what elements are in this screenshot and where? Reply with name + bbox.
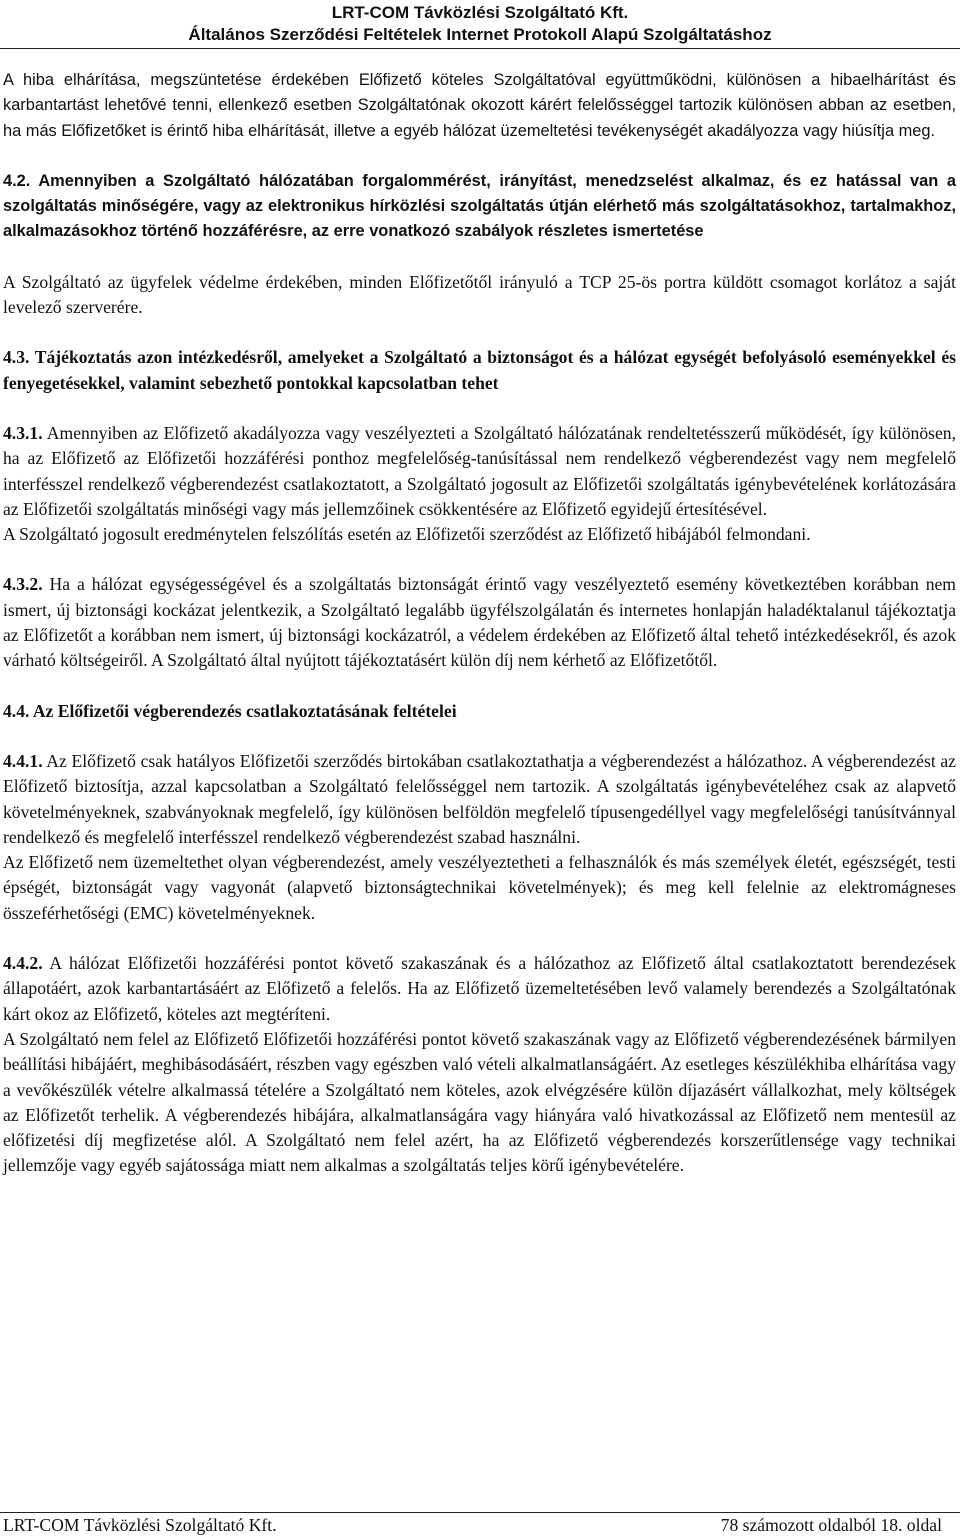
paragraph-number: 4.3.1. — [3, 422, 43, 443]
paragraph-4-3-2: 4.3.2. Ha a hálózat egységességével és a szolgáltatás biztonságát érintő vagy veszélyeztető esemény következtében korábban nem ismert, új biztonsági kockázat jelentkezik, a Szolgáltató legalább ügyfélszolgálatán és internetes honlapján haladéktalanul tájékoztatja az Előfizetőt a korábban nem ismert, új biztonsági kockázatról, a védelem érdekében az Előfizető által tehető intézkedésekről, és azok várható költségeiről. A Szolgáltató által nyújtott tájékoztatásért külön díj nem kérhető az Előfizetőtől. — [3, 574, 956, 671]
section-4-3-heading: 4.3. Tájékoztatás azon intézkedésről, amelyeket a Szolgáltató a biztonságot és a hálózat egységét befolyásoló eseményekkel és fenyegetésekkel, valamint sebezhető pontokkal kapcsolatban tehet — [3, 347, 956, 393]
footer-company: LRT-COM Távközlési Szolgáltató Kft. — [3, 1515, 277, 1535]
footer-divider — [0, 1512, 960, 1513]
section-4-2-heading: 4.2. Amennyiben a Szolgáltató hálózatában forgalommérést, irányítást, menedzselést alkalmaz, és ez hatással van a szolgáltatás minőségére, vagy az elektronikus hírközlési szolgáltatás útján elérhető más szolgáltatásokhoz, tartalmakhoz, alkalmazásokhoz történő hozzáférésre, az erre vonatkozó szabályok részletes ismertetése — [3, 171, 956, 241]
document-body — [3, 68, 956, 1179]
paragraph-number: 4.3.2. — [3, 574, 43, 595]
paragraph-number: 4.4.2. — [3, 953, 43, 974]
section-4-4-heading: 4.4. Az Előfizetői végberendezés csatlakoztatásának feltételei — [3, 700, 457, 721]
paragraph-4-3-1-continued: A Szolgáltató jogosult eredménytelen felszólítás esetén az Előfizetői szerződést az Előfizető hibájából felmondani. — [3, 524, 811, 545]
paragraph-intro: A hiba elhárítása, megszüntetése érdekében Előfizető köteles Szolgáltatóval együttműködni, különösen a hibaelhárítást és karbantartást lehetővé tenni, ellenkező esetben Szolgáltatónak okozott kárért felelősséggel tartozik különösen abban az esetben, ha más Előfizetőket is érintő hiba elhárítását, illetve a egyéb hálózat üzemeltetési tevékenységét akadályozza vagy hiúsítja meg. — [3, 71, 956, 140]
header-company: LRT-COM Távközlési Szolgáltató Kft. — [331, 3, 629, 22]
paragraph-4-4-1-continued: Az Előfizető nem üzemeltethet olyan végberendezést, amely veszélyeztetheti a felhasználók és más személyek életét, egészségét, testi épségét, biztonságát vagy vagyonát (alapvető biztonságtechnikai követelmények); és meg kell felelnie az elektromágneses összeférhetőségi (EMC) követelményeknek. — [3, 852, 956, 923]
paragraph-4-4-2-continued: A Szolgáltató nem felel az Előfizető Előfizetői hozzáférési pontot követő szakaszának vagy az Előfizető végberendezésének bármilyen beállítási hibájáért, meghibásodásáért, részben vagy egészben való vételi alkalmatlanságáért. Az esetleges készülékhiba elhárítása vagy a vevőkészülék vételre alkalmassá tételére a Szolgáltató nem köteles, azok elvégzésére külön díjazásért vállalkozhat, mely költségek az Előfizetőt terhelik. A végberendezés hibájára, alkalmatlanságára vagy hiányára való hivatkozással az Előfizető nem mentesül az előfizetési díj megfizetése alól. A Szolgáltató nem felel azért, ha az Előfizető végberendezés korszerűtlensége vagy technikai jellemzője vagy egyéb sajátossága miatt nem alkalmas a szolgáltatás teljes körű igénybevételére. — [3, 1028, 956, 1176]
header-divider — [0, 48, 960, 49]
paragraph-4-4-1: 4.4.1. Az Előfizető csak hatályos Előfizetői szerződés birtokában csatlakoztathatja a végberendezést a hálózathoz. A végberendezést az Előfizető biztosítja, azzal kapcsolatban a Szolgáltató felelősséggel nem tartozik. A szolgáltatás igénybevételéhez csak az alapvető követelményeknek, szabványoknak megfelelő, így különösen belföldön megfelelő típusengedéllyel vagy megfelelőségi tanúsítvánnyal rendelkező és megfelelő interfésszel rendelkező végberendezést szabad használni. — [3, 750, 956, 847]
paragraph-number: 4.4.1. — [3, 750, 43, 771]
footer-page-number: 78 számozott oldalból 18. oldal — [720, 1515, 942, 1535]
header-document-title: Általános Szerződési Feltételek Internet Protokoll Alapú Szolgáltatáshoz — [188, 25, 772, 44]
paragraph-4-3-1: 4.3.1. Amennyiben az Előfizető akadályozza vagy veszélyezteti a Szolgáltató hálózatának rendeltetésszerű működését, így különösen, ha az Előfizető az Előfizetői hozzáférési ponthoz megfelelőség-tanúsítással nem rendelkező végberendezést vagy nem megfelelő interfésszel rendelkező végberendezést csatlakoztatott, a Szolgáltató jogosult az Előfizetői szolgáltatás igénybevételének korlátozására az Előfizetői szolgáltatás minőségi vagy más jellemzőinek csökkentésére az Előfizető egyidejű értesítésével. — [3, 422, 956, 519]
paragraph-4-4-2: 4.4.2. A hálózat Előfizetői hozzáférési pontot követő szakaszának és a hálózathoz az Előfizető által csatlakoztatott berendezések állapotáért, azok karbantartásáért az Előfizető a felelős. Ha az Előfizető üzemeltetésében levő valamely berendezés a Szolgáltatónak kárt okoz az Előfizető, köteles azt megtéríteni. — [3, 953, 956, 1024]
section-4-2-text: A Szolgáltató az ügyfelek védelme érdekében, minden Előfizetőtől irányuló a TCP 25-ös portra küldött csomagot korlátoz a saját levelező szerverére. — [3, 271, 956, 318]
